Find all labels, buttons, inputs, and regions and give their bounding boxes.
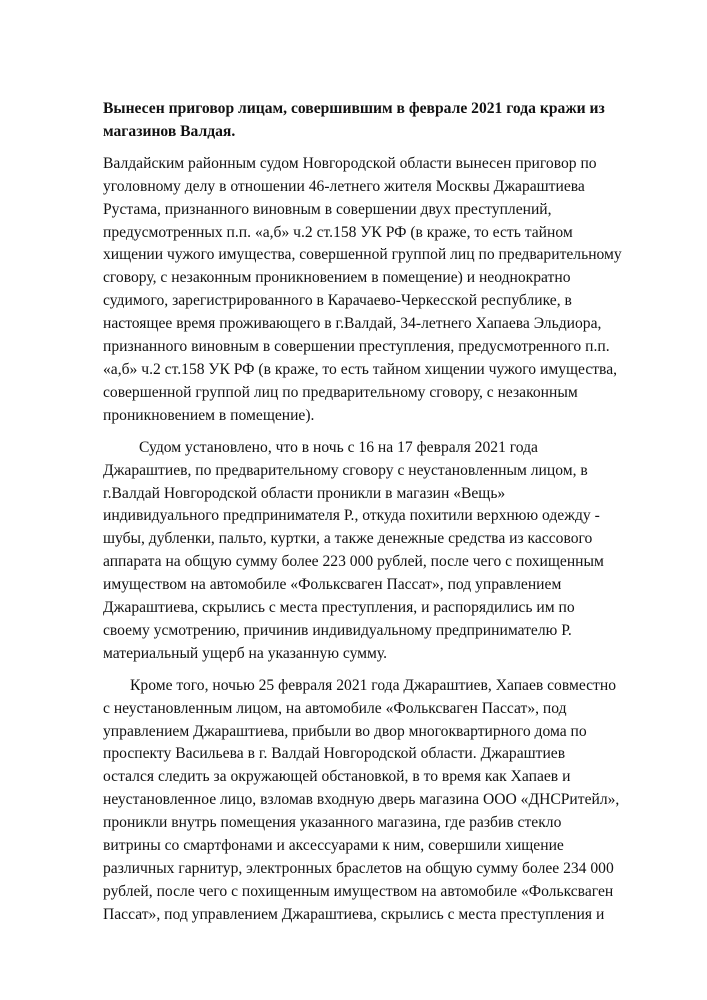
text-line: своему усмотрению, причинив индивидуальному предпринимателю Р. xyxy=(103,621,572,639)
text-line: Джараштиев, по предварительному сговору с неустановленным лицом, в xyxy=(103,461,588,479)
paragraph-second-theft xyxy=(103,675,623,927)
text-line: различных гарнитур, электронных браслетов на общую сумму более 234 000 xyxy=(103,860,614,877)
text-line: предусмотренных п.п. «а,б» ч.2 ст.158 УК РФ (в краже, то есть тайном xyxy=(103,223,573,241)
text-line: шубы, дубленки, пальто, куртки, а также денежные средства из кассового xyxy=(103,530,593,548)
text-line: неустановленное лицо, взломав входную дверь магазина ООО «ДНСРитейл», xyxy=(103,791,620,809)
text-line: Судом установлено, что в ночь с 16 на 17 февраля 2021 года xyxy=(139,438,538,456)
text-line: управлением Джараштиева, прибыли во двор многоквартирного дома по xyxy=(103,722,587,740)
text-line: проникли внутрь помещения указанного магазина, где разбив стекло xyxy=(103,814,562,832)
text-line: судимого, зарегистрированного в Карачаево-Черкесской республике, в xyxy=(103,292,572,310)
article-title xyxy=(103,98,623,144)
text-line: аппарата на общую сумму более 223 000 рублей, после чего с похищенным xyxy=(103,553,604,571)
text-line: Кроме того, ночью 25 февраля 2021 года Джараштиев, Хапаев совместно xyxy=(130,676,617,694)
title-line: магазинов Валдая. xyxy=(103,122,236,140)
text-line: сговору, с незаконным проникновением в помещение) и неоднократно xyxy=(103,269,571,287)
text-line: индивидуального предпринимателя Р., откуда похитили верхнюю одежду - xyxy=(103,507,600,525)
text-line: проникновением в помещение). xyxy=(103,406,315,424)
text-line: хищении чужого имущества, совершенной группой лиц по предварительному xyxy=(103,246,622,264)
paragraph-first-theft xyxy=(103,437,623,666)
text-line: г.Валдай Новгородской области проникли в магазин «Вещь» xyxy=(103,484,506,502)
text-line: уголовному делу в отношении 46-летнего жителя Москвы Джараштиева xyxy=(103,177,585,195)
text-line: Джараштиева, скрылись с места преступления, и распорядились им по xyxy=(103,599,575,617)
paragraph-verdict xyxy=(103,153,623,428)
document-body xyxy=(103,98,623,936)
text-line: «а,б» ч.2 ст.158 УК РФ (в краже, то есть тайном хищении чужого имущества, xyxy=(103,360,618,378)
text-line: Рустама, признанного виновным в совершении двух преступлений, xyxy=(103,200,552,218)
text-line: Валдайским районным судом Новгородской области вынесен приговор по xyxy=(103,154,597,172)
text-line: рублей, после чего с похищенным имуществом на автомобиле «Фольксваген xyxy=(103,882,614,900)
text-line: витрины со смартфонами и аксессуарами к ним, совершили хищение xyxy=(103,837,564,855)
text-line: совершенной группой лиц по предварительному сговору, с незаконным xyxy=(103,383,578,401)
text-line: проспекту Васильева в г. Валдай Новгородской области. Джараштиев xyxy=(103,745,566,763)
text-line: с неустановленным лицом, на автомобиле «Фольксваген Пассат», под xyxy=(103,699,567,717)
text-line: Пассат», под управлением Джараштиева, скрылись с места преступления и xyxy=(103,905,605,923)
text-line: материальный ущерб на указанную сумму. xyxy=(103,644,388,662)
text-line: признанного виновным в совершении преступления, предусмотренного п.п. xyxy=(103,338,610,356)
title-line: Вынесен приговор лицам, совершившим в феврале 2021 года кражи из xyxy=(103,100,605,117)
text-line: остался следить за окружающей обстановкой, в то время как Хапаев и xyxy=(103,768,571,786)
text-line: настоящее время проживающего в г.Валдай, 34-летнего Хапаева Эльдиора, xyxy=(103,315,602,333)
text-line: имуществом на автомобиле «Фольксваген Пассат», под управлением xyxy=(103,576,562,594)
